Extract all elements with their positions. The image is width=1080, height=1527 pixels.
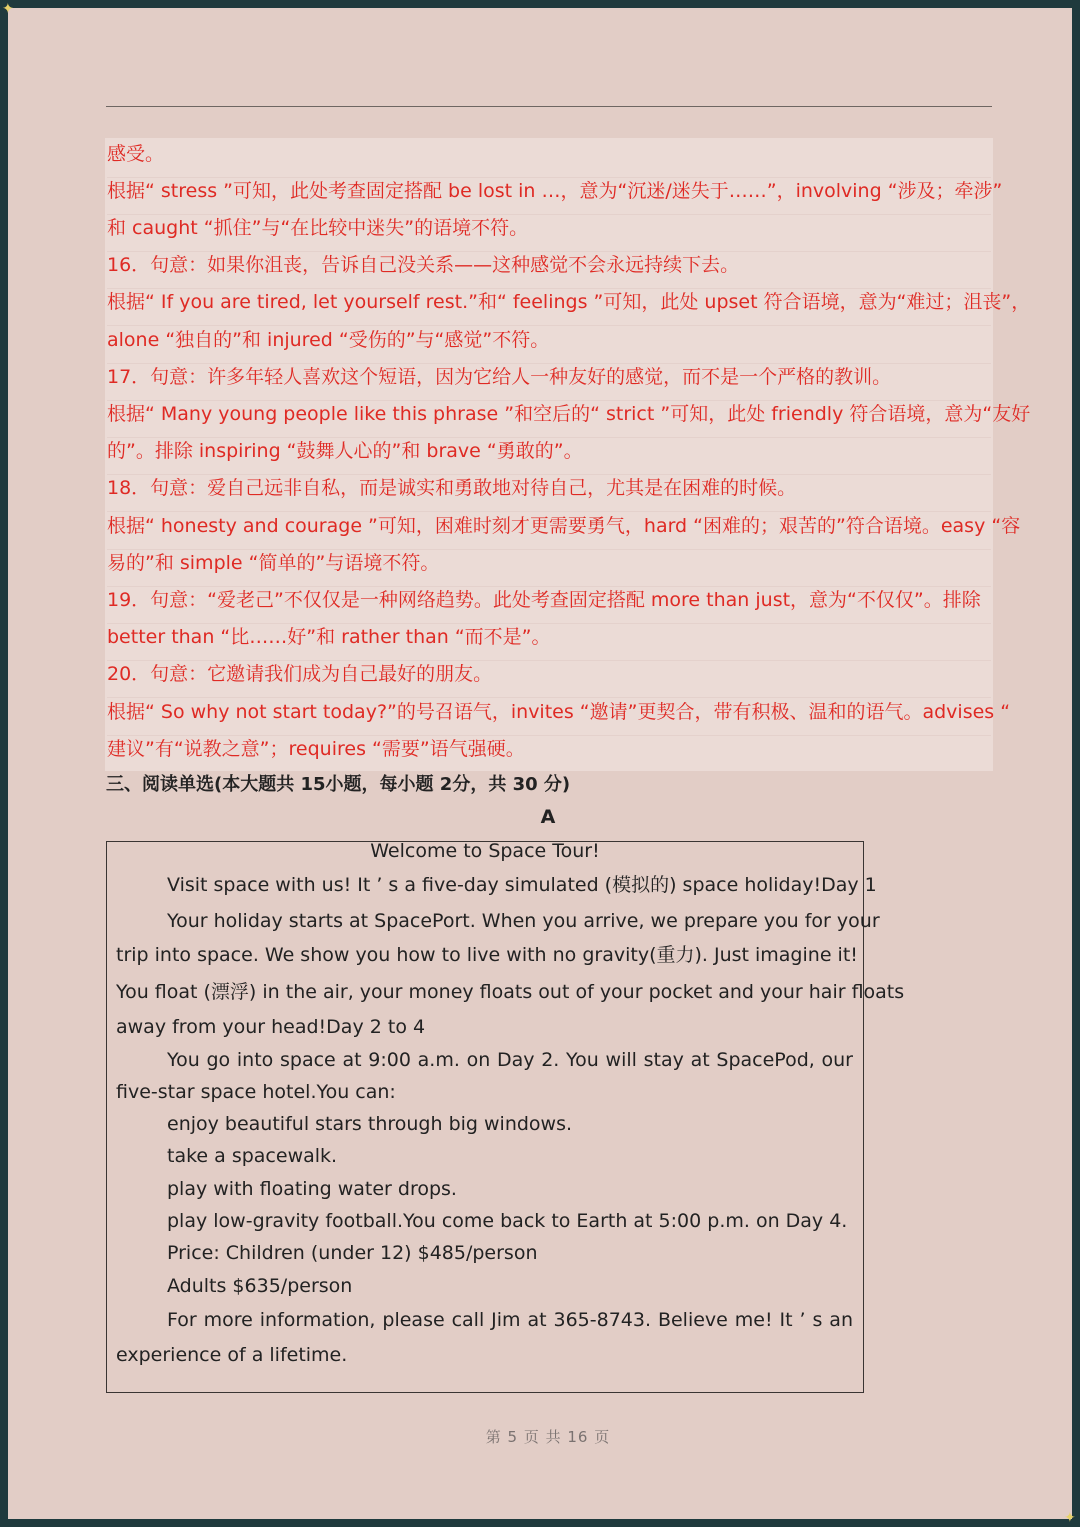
passage-line: You go into space at 9:00 a.m. on Day 2. You will stay at SpacePod, our bbox=[167, 1049, 853, 1071]
passage-line: trip into space. We show you how to live with no gravity(重力). Just imagine it! bbox=[116, 944, 858, 966]
passage-line: away from your head!Day 2 to 4 bbox=[116, 1016, 426, 1038]
star-icon: ✦ bbox=[1064, 1510, 1076, 1526]
passage-line: play with floating water drops. bbox=[167, 1178, 457, 1200]
answer-line: 的”。排除 inspiring “鼓舞人心的”和 brave “勇敢的”。 bbox=[107, 437, 991, 475]
passage-line: take a spacewalk. bbox=[167, 1145, 338, 1167]
passage-line: Adults $635/person bbox=[167, 1275, 353, 1297]
answer-line: 易的”和 simple “简单的”与语境不符。 bbox=[107, 549, 991, 587]
answer-line: 建议”有“说教之意”；requires “需要”语气强硬。 bbox=[107, 738, 525, 760]
answer-line: alone “独自的”和 injured “受伤的”与“感觉”不符。 bbox=[107, 326, 991, 364]
passage-line: play low-gravity football.You come back to Earth at 5:00 p.m. on Day 4. bbox=[167, 1210, 848, 1232]
passage-line: You float (漂浮) in the air, your money floats out of your pocket and your hair floats bbox=[116, 981, 905, 1003]
answer-line: 17．句意：许多年轻人喜欢这个短语，因为它给人一种友好的感觉，而不是一个严格的教训。 bbox=[107, 363, 991, 401]
passage-line: enjoy beautiful stars through big windows. bbox=[167, 1113, 573, 1135]
answer-line: 根据“ honesty and courage ”可知，困难时刻才更需要勇气，hard “困难的；艰苦的”符合语境。easy “容 bbox=[107, 512, 991, 550]
answer-line: better than “比……好”和 rather than “而不是”。 bbox=[107, 623, 991, 661]
page-footer: 第 5 页 共 16 页 bbox=[485, 1428, 611, 1446]
answer-line: 和 caught “抓住”与“在比较中迷失”的语境不符。 bbox=[107, 214, 991, 252]
answer-line: 根据“ Many young people like this phrase ”和空后的“ strict ”可知，此处 friendly 符合语境，意为“友好 bbox=[107, 400, 991, 438]
passage-line: Your holiday starts at SpacePort. When you arrive, we prepare you for your bbox=[167, 910, 880, 932]
star-icon: ✦ bbox=[2, 1, 14, 17]
answer-line: 20．句意：它邀请我们成为自己最好的朋友。 bbox=[107, 660, 991, 698]
answer-line: 19．句意：“爱老己”不仅仅是一种网络趋势。此处考查固定搭配 more than just，意为“不仅仅”。排除 bbox=[107, 586, 991, 624]
passage-line: Price: Children (under 12) $485/person bbox=[167, 1242, 538, 1264]
passage-line: Visit space with us! It ’ s a five-day simulated (模拟的) space holiday!Day 1 bbox=[167, 874, 877, 896]
answer-explanations bbox=[105, 138, 1031, 771]
answer-line: 根据“ So why not start today?”的号召语气，invites “邀请”更契合，带有积极、温和的语气。advises “ bbox=[107, 698, 991, 736]
document-page bbox=[8, 8, 1072, 1519]
answer-line: 16．句意：如果你沮丧，告诉自己没关系——这种感觉不会永远持续下去。 bbox=[107, 251, 991, 289]
answer-line: 根据“ stress ”可知，此处考查固定搭配 be lost in …，意为“沉迷/迷失于……”，involving “涉及；牵涉” bbox=[107, 177, 991, 215]
passage-box bbox=[106, 840, 905, 1393]
passage-label: A bbox=[540, 806, 556, 828]
passage-line: five-star space hotel.You can: bbox=[116, 1081, 396, 1103]
passage-title: Welcome to Space Tour! bbox=[370, 840, 600, 862]
answer-line: 感受。 bbox=[107, 140, 991, 178]
passage-line: For more information, please call Jim at 365-8743. Believe me! It ’ s an bbox=[167, 1309, 853, 1331]
passage-line: experience of a lifetime. bbox=[116, 1344, 348, 1366]
answer-line: 根据“ If you are tired, let yourself rest.”和“ feelings ”可知，此处 upset 符合语境，意为“难过；沮丧”， bbox=[107, 288, 991, 326]
header-rule bbox=[106, 106, 992, 107]
section-title: 三、阅读单选(本大题共 15小题，每小题 2分，共 30 分) bbox=[106, 774, 571, 795]
answer-line: 18．句意：爱自己远非自私，而是诚实和勇敢地对待自己，尤其是在困难的时候。 bbox=[107, 474, 991, 512]
